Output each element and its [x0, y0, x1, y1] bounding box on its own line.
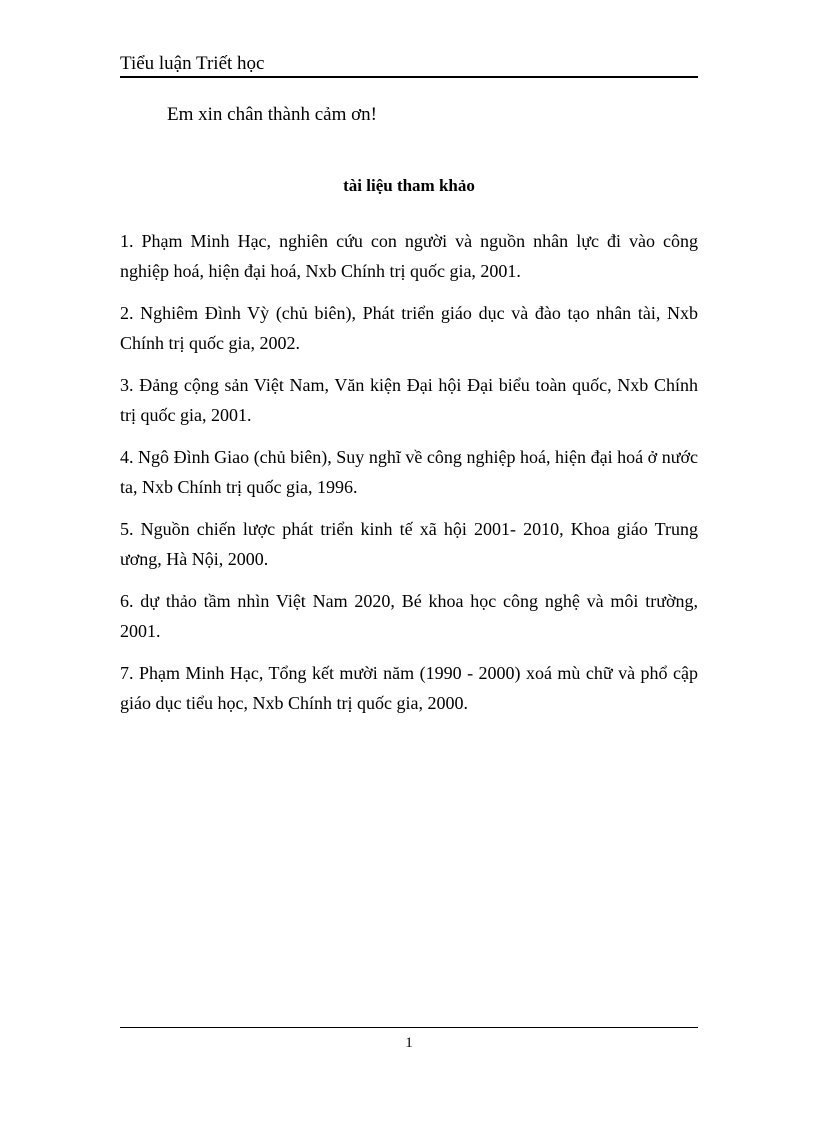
- reference-item: 1. Phạm Minh Hạc, nghiên cứu con người và nguồn nhân lực đi vào công nghiệp hoá, hiện đại hoá, Nxb Chính trị quốc gia, 2001.: [120, 231, 698, 281]
- reference-item: 2. Nghiêm Đình Vỳ (chủ biên), Phát triển giáo dục và đào tạo nhân tài, Nxb Chính trị quốc gia, 2002.: [120, 303, 698, 353]
- reference-item: 6. dự thảo tầm nhìn Việt Nam 2020, Bé khoa học công nghệ và môi trường, 2001.: [120, 591, 698, 641]
- reference-item: 5. Nguồn chiến lược phát triển kinh tế xã hội 2001- 2010, Khoa giáo Trung ương, Hà Nội, 2000.: [120, 519, 698, 569]
- references-heading: tài liệu tham khảo: [343, 176, 475, 195]
- reference-item: 3. Đảng cộng sản Việt Nam, Văn kiện Đại hội Đại biểu toàn quốc, Nxb Chính trị quốc gia, 2001.: [120, 375, 698, 425]
- references-list: [120, 226, 698, 730]
- reference-item: 4. Ngô Đình Giao (chủ biên), Suy nghĩ về công nghiệp hoá, hiện đại hoá ở nước ta, Nxb Chính trị quốc gia, 1996.: [120, 447, 698, 497]
- footer-divider: [120, 1027, 698, 1028]
- page-header-title: Tiểu luận Triết học: [120, 53, 265, 74]
- reference-item: 7. Phạm Minh Hạc, Tổng kết mười năm (1990 - 2000) xoá mù chữ và phổ cập giáo dục tiểu học, Nxb Chính trị quốc gia, 2000.: [120, 663, 698, 713]
- header-divider: [120, 76, 698, 78]
- closing-statement: Em xin chân thành cảm ơn!: [167, 104, 378, 125]
- page-number: 1: [405, 1035, 413, 1051]
